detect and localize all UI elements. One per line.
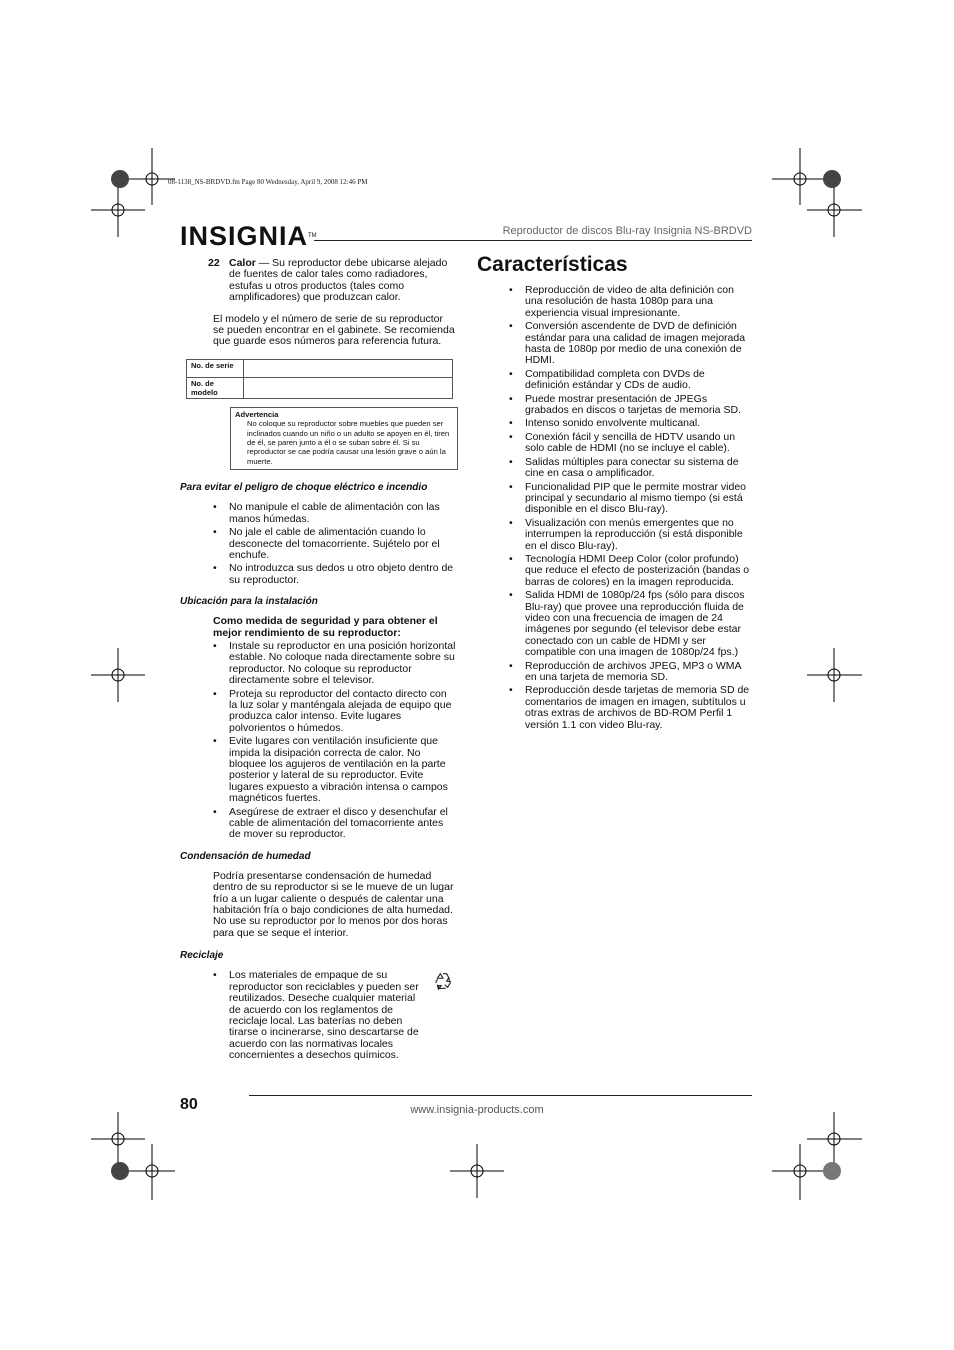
recycling-text: Los materiales de empaque de su reproductor son reciclables y pueden ser reutilizados. Deseche cualquier material de acuerdo con los reglamentos de reciclaje local. Las baterías no deben tirarse o incinerarse, sino descartarse de acuerdo con las normativas locales concernientes a desechos químicos. xyxy=(229,969,419,1062)
list-item: • Instale su reproductor en una posición horizontal estable. No coloque nada directamente sobre su reproductor. No coloque su reproductor directamente sobre el televisor. xyxy=(180,641,456,687)
serial-model-table xyxy=(186,359,453,399)
item-22 xyxy=(180,258,456,304)
recycling-list xyxy=(180,970,456,1061)
list-item: • Reproducción de video de alta definición con una resolución de hasta 1080p para una experiencia visual impresionante. xyxy=(477,285,752,319)
model-value-cell[interactable] xyxy=(244,377,453,398)
insignia-logo xyxy=(180,222,317,250)
serial-value-cell[interactable] xyxy=(244,359,453,377)
table-row xyxy=(187,377,453,398)
list-item: • No introduzca sus dedos u otro objeto dentro de su reproductor. xyxy=(180,563,456,586)
location-list xyxy=(180,641,456,841)
list-item: • No manipule el cable de alimentación con las manos húmedas. xyxy=(180,502,456,525)
header-rule xyxy=(314,240,752,241)
list-item: • Reproducción desde tarjetas de memoria SD de comentarios de imagen en imagen, subtítulos u otras extras de archivos de BD-ROM Perfil 1 versión 1.1 con video Blu-ray. xyxy=(477,685,752,731)
list-item xyxy=(180,970,456,1061)
serial-label: No. de serie xyxy=(187,359,244,377)
list-item: • No jale el cable de alimentación cuando lo desconecte del tomacorriente. Sujételo por el enchufe. xyxy=(180,527,456,561)
warning-title: Advertencia xyxy=(235,409,279,419)
right-column xyxy=(477,252,752,733)
table-row xyxy=(187,359,453,377)
warning-body: No coloque su reproductor sobre muebles que pueden ser inclinados cuando un niño o un adulto se apoyen en él, tiren de él, se paren junto a él o se suban sobre él. Si su reproductor se cae podría causar una lesión grave o aún la muerte. xyxy=(247,419,450,466)
recycling-heading: Reciclaje xyxy=(180,950,224,962)
page-number: 80 xyxy=(180,1096,198,1113)
list-item: • Salida HDMI de 1080p/24 fps (sólo para discos Blu-ray) que provee una reproducción fluida de video con una frecuencia de imagen de 24 imágenes por segundo (el televisor debe estar conectado con un cable de HDMI y ser compatible con una imagen de 1080p/24 fps.) xyxy=(477,590,752,658)
shock-list xyxy=(180,502,456,586)
list-item: • Conversión ascendente de DVD de definición estándar para una calidad de imagen mejorada hasta de 1080p por medio de una conexión de HDMI. xyxy=(477,321,752,367)
list-item: • Proteja su reproductor del contacto directo con la luz solar y manténgala alejada de equipo que produzca calor intenso. Evite lugares polvorientos o húmedos. xyxy=(180,689,456,735)
condensation-text: Podría presentarse condensación de humedad dentro de su reproductor si se le mueve de un lugar frío a un lugar caliente o después de calentar una habitación fría o bajo condiciones de alta humedad. No use su reproductor por lo menos por dos horas para que se seque el interior. xyxy=(213,869,454,939)
left-column xyxy=(180,258,456,1072)
footer-rule xyxy=(249,1095,752,1096)
list-item: • Funcionalidad PIP que le permite mostrar video principal y secundario al mismo tiempo (si está disponible en el disco Blu-ray). xyxy=(477,482,752,516)
logo-text: INSIGNIA xyxy=(180,221,309,251)
list-item: • Puede mostrar presentación de JPEGs grabados en discos o tarjetas de memoria SD. xyxy=(477,394,752,417)
print-info: 08-1138_NS-BRDVD.fm Page 80 Wednesday, April 9, 2008 12:46 PM xyxy=(168,178,368,186)
condensation-heading: Condensación de humedad xyxy=(180,850,311,862)
list-item: • Salidas múltiples para conectar su sistema de cine en casa o amplificador. xyxy=(477,457,752,480)
shock-heading: Para evitar el peligro de choque eléctrico e incendio xyxy=(180,482,428,494)
list-item: • Compatibilidad completa con DVDs de definición estándar y CDs de audio. xyxy=(477,369,752,392)
logo-tm: TM xyxy=(308,233,317,239)
item-term: Calor xyxy=(229,257,256,269)
location-heading: Ubicación para la instalación xyxy=(180,596,318,608)
list-item: • Reproducción de archivos JPEG, MP3 o WMA en una tarjeta de memoria SD. xyxy=(477,661,752,684)
list-item: • Conexión fácil y sencilla de HDTV usando un solo cable de HDMI (no se incluye el cable). xyxy=(477,432,752,455)
model-label: No. de modelo xyxy=(187,377,244,398)
serial-paragraph: El modelo y el número de serie de su reproductor se pueden encontrar en el gabinete. Se recomienda que guarde esos números para referencia futura. xyxy=(213,312,455,348)
location-intro: Como medida de seguridad y para obtener el mejor rendimiento de su reproductor: xyxy=(213,615,438,639)
features-heading: Características xyxy=(477,253,628,276)
warning-box xyxy=(230,407,458,470)
list-item: • Asegúrese de extraer el disco y desenchufar el cable de alimentación del tomacorriente antes de mover su reproductor. xyxy=(180,807,456,841)
list-item: • Tecnología HDMI Deep Color (color profundo) que reduce el efecto de posterización (bandas o barras de colores) en la imagen reproducida. xyxy=(477,554,752,588)
list-item: • Visualización con menús emergentes que no interrumpen la reproducción (si está disponible en el disco Blu-ray). xyxy=(477,518,752,552)
recycle-icon xyxy=(432,970,454,992)
footer-url[interactable]: www.insignia-products.com xyxy=(410,1104,544,1116)
features-list xyxy=(477,285,752,731)
item-number: 22 xyxy=(208,257,220,269)
list-item: • Evite lugares con ventilación insuficiente que impida la disipación correcta de calor. No bloquee los agujeros de ventilación en la parte posterior y lateral de su reproductor. Evite lugares expuesto a vibración intensa o campos magnéticos fuertes. xyxy=(180,736,456,804)
header-title: Reproductor de discos Blu-ray Insignia NS-BRDVD xyxy=(502,225,752,237)
item-text: — Su reproductor debe ubicarse alejado de fuentes de calor tales como radiadores, estufas u otros productos (tales como amplificadores) que produzcan calor. xyxy=(229,257,448,304)
list-item: • Intenso sonido envolvente multicanal. xyxy=(477,418,752,429)
